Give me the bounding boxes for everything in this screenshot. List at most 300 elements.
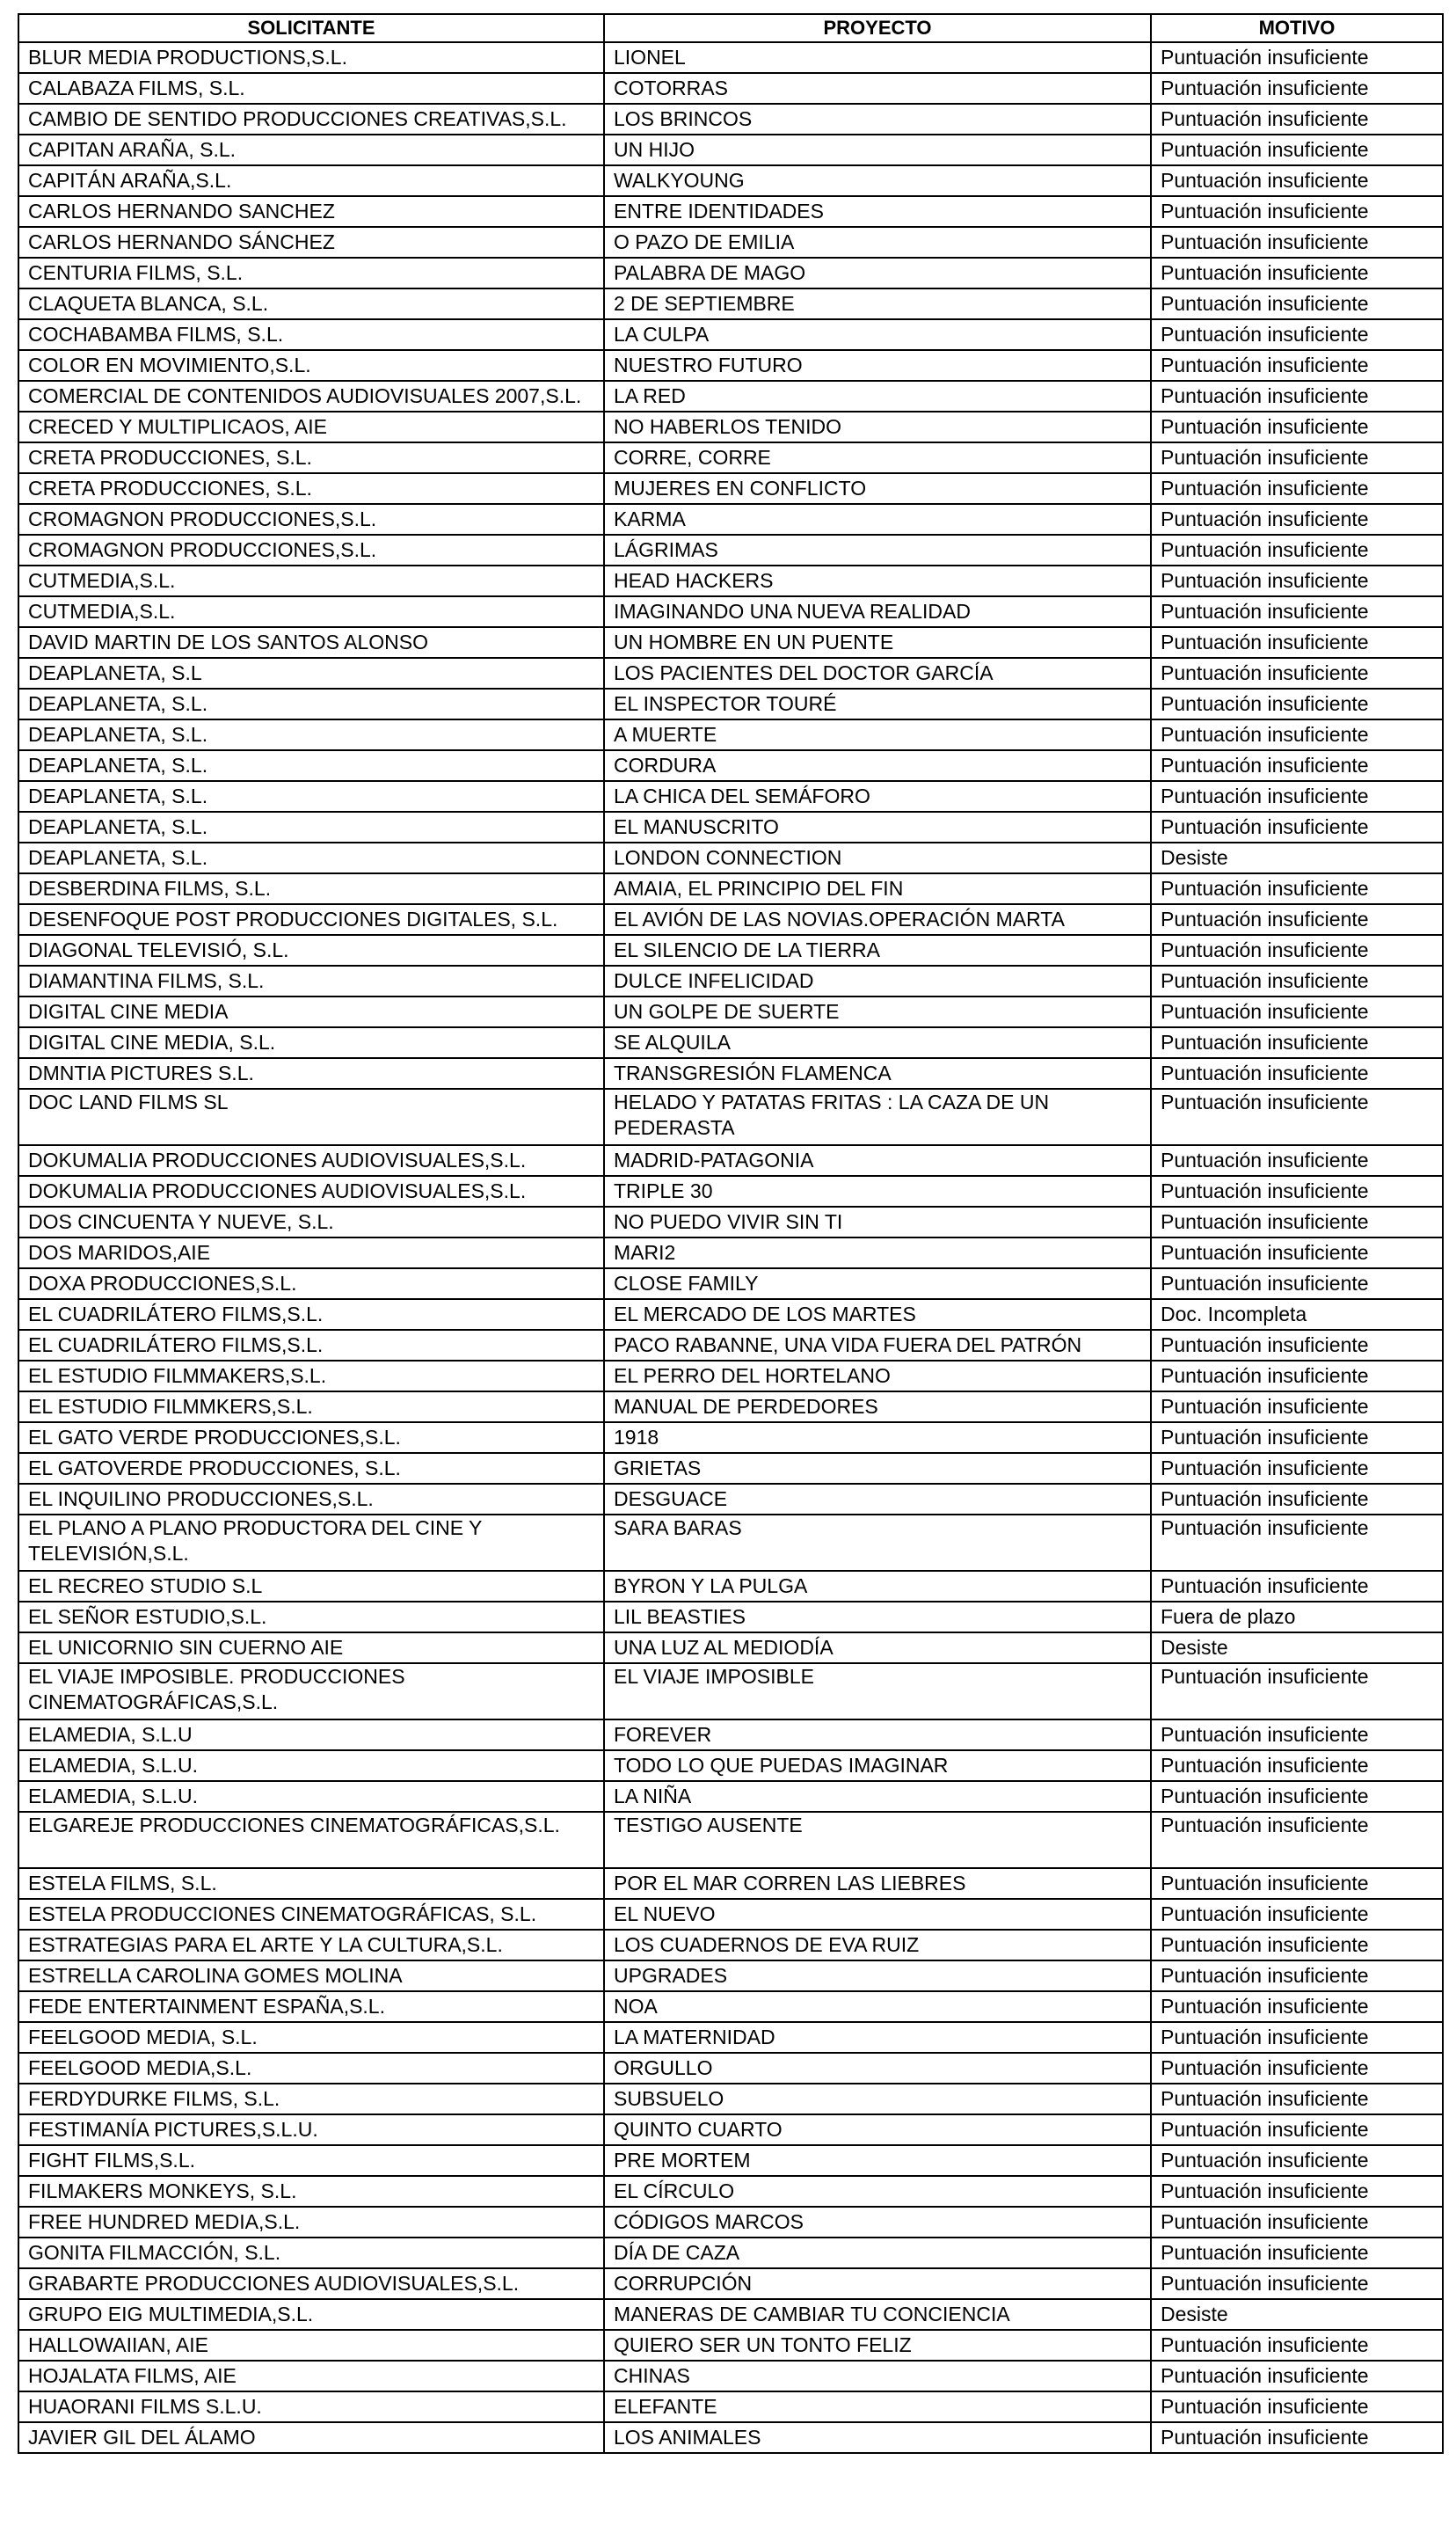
cell-solicitante: EL SEÑOR ESTUDIO,S.L. [18, 1602, 604, 1632]
cell-motivo: Puntuación insuficiente [1151, 504, 1443, 535]
cell-solicitante: FEELGOOD MEDIA, S.L. [18, 2022, 604, 2053]
cell-solicitante: ELAMEDIA, S.L.U. [18, 1781, 604, 1812]
cell-proyecto: CLOSE FAMILY [604, 1268, 1151, 1299]
cell-solicitante: GRUPO EIG MULTIMEDIA,S.L. [18, 2299, 604, 2330]
cell-proyecto: UN HOMBRE EN UN PUENTE [604, 627, 1151, 658]
cell-motivo: Puntuación insuficiente [1151, 2022, 1443, 2053]
cell-proyecto: LOS BRINCOS [604, 104, 1151, 135]
cell-solicitante: ESTRELLA CAROLINA GOMES MOLINA [18, 1960, 604, 1991]
table-row [18, 135, 1443, 165]
cell-solicitante: DEAPLANETA, S.L. [18, 812, 604, 843]
cell-motivo: Puntuación insuficiente [1151, 2207, 1443, 2238]
cell-proyecto: DÍA DE CAZA [604, 2238, 1151, 2268]
table-body [18, 42, 1443, 2453]
cell-solicitante: CROMAGNON PRODUCCIONES,S.L. [18, 535, 604, 566]
cell-motivo: Puntuación insuficiente [1151, 2114, 1443, 2145]
cell-proyecto: SE ALQUILA [604, 1027, 1151, 1058]
cell-proyecto: IMAGINANDO UNA NUEVA REALIDAD [604, 596, 1151, 627]
cell-solicitante: ESTRATEGIAS PARA EL ARTE Y LA CULTURA,S.L. [18, 1930, 604, 1960]
cell-solicitante: DOS CINCUENTA Y NUEVE, S.L. [18, 1207, 604, 1237]
cell-motivo: Puntuación insuficiente [1151, 2084, 1443, 2114]
cell-solicitante: EL ESTUDIO FILMMKERS,S.L. [18, 1391, 604, 1422]
cell-proyecto: EL NUEVO [604, 1899, 1151, 1930]
cell-proyecto: LA NIÑA [604, 1781, 1151, 1812]
cell-solicitante: DOC LAND FILMS SL [18, 1089, 604, 1145]
cell-solicitante: EL PLANO A PLANO PRODUCTORA DEL CINE Y TELEVISIÓN,S.L. [18, 1515, 604, 1571]
cell-motivo: Puntuación insuficiente [1151, 1027, 1443, 1058]
cell-solicitante: JAVIER GIL DEL ÁLAMO [18, 2422, 604, 2453]
cell-proyecto: DULCE INFELICIDAD [604, 966, 1151, 997]
cell-motivo: Puntuación insuficiente [1151, 1930, 1443, 1960]
cell-solicitante: HALLOWAIIAN, AIE [18, 2330, 604, 2361]
cell-motivo: Puntuación insuficiente [1151, 1422, 1443, 1453]
cell-proyecto: DESGUACE [604, 1484, 1151, 1515]
cell-motivo: Puntuación insuficiente [1151, 566, 1443, 596]
cell-solicitante: CENTURIA FILMS, S.L. [18, 258, 604, 288]
table-row [18, 535, 1443, 566]
table-row [18, 966, 1443, 997]
cell-motivo: Puntuación insuficiente [1151, 966, 1443, 997]
cell-motivo: Puntuación insuficiente [1151, 2176, 1443, 2207]
table-row [18, 1027, 1443, 1058]
cell-motivo: Puntuación insuficiente [1151, 1812, 1443, 1868]
cell-proyecto: UNA LUZ AL MEDIODÍA [604, 1632, 1151, 1663]
cell-motivo: Desiste [1151, 843, 1443, 873]
table-row [18, 1453, 1443, 1484]
table-row [18, 2422, 1443, 2453]
cell-solicitante: COCHABAMBA FILMS, S.L. [18, 319, 604, 350]
table-row [18, 2238, 1443, 2268]
cell-solicitante: CRECED Y MULTIPLICAOS, AIE [18, 412, 604, 442]
cell-solicitante: COLOR EN MOVIMIENTO,S.L. [18, 350, 604, 381]
table-row [18, 1602, 1443, 1632]
cell-solicitante: DAVID MARTIN DE LOS SANTOS ALONSO [18, 627, 604, 658]
cell-proyecto: SUBSUELO [604, 2084, 1151, 2114]
table-row [18, 1089, 1443, 1145]
table-row [18, 719, 1443, 750]
cell-proyecto: EL VIAJE IMPOSIBLE [604, 1663, 1151, 1719]
cell-proyecto: NOA [604, 1991, 1151, 2022]
cell-proyecto: EL PERRO DEL HORTELANO [604, 1361, 1151, 1391]
cell-proyecto: LOS ANIMALES [604, 2422, 1151, 2453]
cell-motivo: Puntuación insuficiente [1151, 165, 1443, 196]
cell-solicitante: DEAPLANETA, S.L. [18, 781, 604, 812]
cell-motivo: Desiste [1151, 1632, 1443, 1663]
cell-proyecto: MANUAL DE PERDEDORES [604, 1391, 1151, 1422]
cell-solicitante: CROMAGNON PRODUCCIONES,S.L. [18, 504, 604, 535]
table-row [18, 2114, 1443, 2145]
cell-motivo: Puntuación insuficiente [1151, 689, 1443, 719]
cell-motivo: Puntuación insuficiente [1151, 73, 1443, 104]
cell-solicitante: DEAPLANETA, S.L [18, 658, 604, 689]
cell-proyecto: LOS PACIENTES DEL DOCTOR GARCÍA [604, 658, 1151, 689]
cell-solicitante: EL CUADRILÁTERO FILMS,S.L. [18, 1299, 604, 1330]
cell-motivo: Puntuación insuficiente [1151, 1391, 1443, 1422]
cell-solicitante: DEAPLANETA, S.L. [18, 750, 604, 781]
cell-proyecto: QUIERO SER UN TONTO FELIZ [604, 2330, 1151, 2361]
cell-solicitante: DOKUMALIA PRODUCCIONES AUDIOVISUALES,S.L. [18, 1176, 604, 1207]
cell-motivo: Puntuación insuficiente [1151, 2268, 1443, 2299]
cell-proyecto: ELEFANTE [604, 2391, 1151, 2422]
cell-solicitante: HOJALATA FILMS, AIE [18, 2361, 604, 2391]
cell-motivo: Puntuación insuficiente [1151, 258, 1443, 288]
cell-motivo: Desiste [1151, 2299, 1443, 2330]
cell-solicitante: HUAORANI FILMS S.L.U. [18, 2391, 604, 2422]
cell-motivo: Puntuación insuficiente [1151, 1719, 1443, 1750]
cell-motivo: Puntuación insuficiente [1151, 812, 1443, 843]
cell-proyecto: EL SILENCIO DE LA TIERRA [604, 935, 1151, 966]
table-row [18, 2022, 1443, 2053]
cell-solicitante: ESTELA FILMS, S.L. [18, 1868, 604, 1899]
cell-motivo: Puntuación insuficiente [1151, 2145, 1443, 2176]
cell-solicitante: DOXA PRODUCCIONES,S.L. [18, 1268, 604, 1299]
table-row [18, 812, 1443, 843]
table-row [18, 873, 1443, 904]
cell-solicitante: CARLOS HERNANDO SÁNCHEZ [18, 227, 604, 258]
table-row [18, 1391, 1443, 1422]
cell-solicitante: FERDYDURKE FILMS, S.L. [18, 2084, 604, 2114]
cell-solicitante: EL ESTUDIO FILMMAKERS,S.L. [18, 1361, 604, 1391]
cell-proyecto: PACO RABANNE, UNA VIDA FUERA DEL PATRÓN [604, 1330, 1151, 1361]
cell-solicitante: DIAGONAL TELEVISIÓ, S.L. [18, 935, 604, 966]
cell-motivo: Puntuación insuficiente [1151, 2238, 1443, 2268]
table-row [18, 2176, 1443, 2207]
cell-proyecto: SARA BARAS [604, 1515, 1151, 1571]
cell-motivo: Fuera de plazo [1151, 1602, 1443, 1632]
table-row [18, 1268, 1443, 1299]
cell-motivo: Puntuación insuficiente [1151, 935, 1443, 966]
table-row [18, 689, 1443, 719]
cell-motivo: Puntuación insuficiente [1151, 227, 1443, 258]
cell-motivo: Puntuación insuficiente [1151, 1781, 1443, 1812]
cell-motivo: Puntuación insuficiente [1151, 2330, 1443, 2361]
cell-motivo: Puntuación insuficiente [1151, 473, 1443, 504]
cell-motivo: Puntuación insuficiente [1151, 2053, 1443, 2084]
cell-motivo: Puntuación insuficiente [1151, 1058, 1443, 1089]
cell-proyecto: MANERAS DE CAMBIAR TU CONCIENCIA [604, 2299, 1151, 2330]
cell-motivo: Puntuación insuficiente [1151, 1089, 1443, 1145]
cell-motivo: Puntuación insuficiente [1151, 42, 1443, 73]
table-row [18, 843, 1443, 873]
table-row [18, 1176, 1443, 1207]
cell-solicitante: DOS MARIDOS,AIE [18, 1237, 604, 1268]
table-row [18, 412, 1443, 442]
cell-proyecto: LIL BEASTIES [604, 1602, 1151, 1632]
cell-proyecto: CÓDIGOS MARCOS [604, 2207, 1151, 2238]
cell-motivo: Puntuación insuficiente [1151, 1991, 1443, 2022]
cell-motivo: Puntuación insuficiente [1151, 1960, 1443, 1991]
table-row [18, 165, 1443, 196]
cell-motivo: Puntuación insuficiente [1151, 412, 1443, 442]
cell-proyecto: LA CULPA [604, 319, 1151, 350]
cell-solicitante: CRETA PRODUCCIONES, S.L. [18, 473, 604, 504]
cell-solicitante: DESENFOQUE POST PRODUCCIONES DIGITALES, S.L. [18, 904, 604, 935]
cell-motivo: Puntuación insuficiente [1151, 2422, 1443, 2453]
cell-proyecto: LÁGRIMAS [604, 535, 1151, 566]
table-row [18, 1930, 1443, 1960]
table-row [18, 1719, 1443, 1750]
cell-solicitante: GONITA FILMACCIÓN, S.L. [18, 2238, 604, 2268]
cell-motivo: Puntuación insuficiente [1151, 2361, 1443, 2391]
cell-proyecto: TRIPLE 30 [604, 1176, 1151, 1207]
cell-motivo: Puntuación insuficiente [1151, 135, 1443, 165]
cell-solicitante: DEAPLANETA, S.L. [18, 689, 604, 719]
cell-solicitante: CRETA PRODUCCIONES, S.L. [18, 442, 604, 473]
cell-proyecto: LA CHICA DEL SEMÁFORO [604, 781, 1151, 812]
cell-proyecto: CORRE, CORRE [604, 442, 1151, 473]
cell-solicitante: DIGITAL CINE MEDIA [18, 997, 604, 1027]
cell-motivo: Puntuación insuficiente [1151, 2391, 1443, 2422]
table-row [18, 2330, 1443, 2361]
table-row [18, 2299, 1443, 2330]
cell-proyecto: NUESTRO FUTURO [604, 350, 1151, 381]
cell-solicitante: ELAMEDIA, S.L.U. [18, 1750, 604, 1781]
cell-solicitante: CAMBIO DE SENTIDO PRODUCCIONES CREATIVAS,S.L. [18, 104, 604, 135]
cell-proyecto: EL MERCADO DE LOS MARTES [604, 1299, 1151, 1330]
rejections-table [18, 13, 1444, 2454]
table-row [18, 104, 1443, 135]
cell-motivo: Puntuación insuficiente [1151, 750, 1443, 781]
cell-proyecto: EL AVIÓN DE LAS NOVIAS.OPERACIÓN MARTA [604, 904, 1151, 935]
cell-solicitante: DIGITAL CINE MEDIA, S.L. [18, 1027, 604, 1058]
table-row [18, 381, 1443, 412]
table-row [18, 319, 1443, 350]
cell-solicitante: CALABAZA FILMS, S.L. [18, 73, 604, 104]
table-row [18, 1145, 1443, 1176]
cell-proyecto: LIONEL [604, 42, 1151, 73]
cell-motivo: Puntuación insuficiente [1151, 1361, 1443, 1391]
table-row [18, 42, 1443, 73]
table-row [18, 504, 1443, 535]
cell-proyecto: COTORRAS [604, 73, 1151, 104]
cell-proyecto: PRE MORTEM [604, 2145, 1151, 2176]
cell-proyecto: TESTIGO AUSENTE [604, 1812, 1151, 1868]
cell-motivo: Puntuación insuficiente [1151, 1330, 1443, 1361]
cell-motivo: Puntuación insuficiente [1151, 596, 1443, 627]
cell-proyecto: LA RED [604, 381, 1151, 412]
cell-proyecto: 1918 [604, 1422, 1151, 1453]
cell-motivo: Puntuación insuficiente [1151, 1176, 1443, 1207]
table-row [18, 1991, 1443, 2022]
table-row [18, 1868, 1443, 1899]
header-row [18, 14, 1443, 42]
cell-solicitante: EL GATOVERDE PRODUCCIONES, S.L. [18, 1453, 604, 1484]
cell-motivo: Puntuación insuficiente [1151, 1899, 1443, 1930]
table-row [18, 350, 1443, 381]
cell-solicitante: FESTIMANÍA PICTURES,S.L.U. [18, 2114, 604, 2145]
cell-solicitante: FILMAKERS MONKEYS, S.L. [18, 2176, 604, 2207]
cell-motivo: Puntuación insuficiente [1151, 658, 1443, 689]
cell-proyecto: ORGULLO [604, 2053, 1151, 2084]
cell-motivo: Puntuación insuficiente [1151, 196, 1443, 227]
cell-proyecto: WALKYOUNG [604, 165, 1151, 196]
cell-solicitante: DEAPLANETA, S.L. [18, 719, 604, 750]
cell-solicitante: FEDE ENTERTAINMENT ESPAÑA,S.L. [18, 1991, 604, 2022]
cell-proyecto: AMAIA, EL PRINCIPIO DEL FIN [604, 873, 1151, 904]
cell-motivo: Puntuación insuficiente [1151, 535, 1443, 566]
cell-proyecto: LA MATERNIDAD [604, 2022, 1151, 2053]
cell-proyecto: ENTRE IDENTIDADES [604, 196, 1151, 227]
cell-motivo: Puntuación insuficiente [1151, 104, 1443, 135]
cell-motivo: Puntuación insuficiente [1151, 1237, 1443, 1268]
table-row [18, 73, 1443, 104]
cell-proyecto: POR EL MAR CORREN LAS LIEBRES [604, 1868, 1151, 1899]
cell-solicitante: FEELGOOD MEDIA,S.L. [18, 2053, 604, 2084]
cell-proyecto: HELADO Y PATATAS FRITAS : LA CAZA DE UN PEDERASTA [604, 1089, 1151, 1145]
cell-solicitante: DIAMANTINA FILMS, S.L. [18, 966, 604, 997]
cell-solicitante: DMNTIA PICTURES S.L. [18, 1058, 604, 1089]
cell-solicitante: ELAMEDIA, S.L.U [18, 1719, 604, 1750]
cell-proyecto: PALABRA DE MAGO [604, 258, 1151, 288]
cell-proyecto: CORRUPCIÓN [604, 2268, 1151, 2299]
table-row [18, 2084, 1443, 2114]
cell-motivo: Doc. Incompleta [1151, 1299, 1443, 1330]
table-row [18, 442, 1443, 473]
cell-motivo: Puntuación insuficiente [1151, 1515, 1443, 1571]
table-row [18, 288, 1443, 319]
cell-solicitante: COMERCIAL DE CONTENIDOS AUDIOVISUALES 2007,S.L. [18, 381, 604, 412]
cell-motivo: Puntuación insuficiente [1151, 1750, 1443, 1781]
table-row [18, 1237, 1443, 1268]
cell-solicitante: GRABARTE PRODUCCIONES AUDIOVISUALES,S.L. [18, 2268, 604, 2299]
cell-solicitante: CUTMEDIA,S.L. [18, 596, 604, 627]
table-row [18, 2268, 1443, 2299]
cell-motivo: Puntuación insuficiente [1151, 627, 1443, 658]
table-row [18, 1663, 1443, 1719]
table-row [18, 2391, 1443, 2422]
table-row [18, 997, 1443, 1027]
cell-motivo: Puntuación insuficiente [1151, 350, 1443, 381]
cell-proyecto: MUJERES EN CONFLICTO [604, 473, 1151, 504]
cell-motivo: Puntuación insuficiente [1151, 1453, 1443, 1484]
cell-solicitante: CUTMEDIA,S.L. [18, 566, 604, 596]
cell-solicitante: EL RECREO STUDIO S.L [18, 1571, 604, 1602]
table-row [18, 1632, 1443, 1663]
cell-solicitante: EL UNICORNIO SIN CUERNO AIE [18, 1632, 604, 1663]
cell-motivo: Puntuación insuficiente [1151, 1663, 1443, 1719]
cell-proyecto: QUINTO CUARTO [604, 2114, 1151, 2145]
table-row [18, 1960, 1443, 1991]
cell-motivo: Puntuación insuficiente [1151, 442, 1443, 473]
cell-solicitante: EL CUADRILÁTERO FILMS,S.L. [18, 1330, 604, 1361]
table-row [18, 2207, 1443, 2238]
table-row [18, 627, 1443, 658]
cell-proyecto: TODO LO QUE PUEDAS IMAGINAR [604, 1750, 1151, 1781]
cell-solicitante: BLUR MEDIA PRODUCTIONS,S.L. [18, 42, 604, 73]
cell-solicitante: FREE HUNDRED MEDIA,S.L. [18, 2207, 604, 2238]
cell-proyecto: NO HABERLOS TENIDO [604, 412, 1151, 442]
cell-proyecto: UN HIJO [604, 135, 1151, 165]
table-row [18, 1299, 1443, 1330]
table-row [18, 227, 1443, 258]
table-row [18, 258, 1443, 288]
table-row [18, 1571, 1443, 1602]
table-row [18, 658, 1443, 689]
cell-proyecto: FOREVER [604, 1719, 1151, 1750]
table-row [18, 1058, 1443, 1089]
cell-solicitante: ESTELA PRODUCCIONES CINEMATOGRÁFICAS, S.L. [18, 1899, 604, 1930]
cell-motivo: Puntuación insuficiente [1151, 1571, 1443, 1602]
cell-solicitante: CAPITÁN ARAÑA,S.L. [18, 165, 604, 196]
cell-motivo: Puntuación insuficiente [1151, 719, 1443, 750]
cell-proyecto: UN GOLPE DE SUERTE [604, 997, 1151, 1027]
table-row [18, 781, 1443, 812]
cell-solicitante: CARLOS HERNANDO SANCHEZ [18, 196, 604, 227]
table-row [18, 1484, 1443, 1515]
cell-solicitante: EL INQUILINO PRODUCCIONES,S.L. [18, 1484, 604, 1515]
table-row [18, 2053, 1443, 2084]
cell-solicitante: CLAQUETA BLANCA, S.L. [18, 288, 604, 319]
cell-proyecto: O PAZO DE EMILIA [604, 227, 1151, 258]
cell-motivo: Puntuación insuficiente [1151, 873, 1443, 904]
cell-solicitante: DEAPLANETA, S.L. [18, 843, 604, 873]
cell-solicitante: DESBERDINA FILMS, S.L. [18, 873, 604, 904]
cell-motivo: Puntuación insuficiente [1151, 1484, 1443, 1515]
header-proyecto: PROYECTO [604, 14, 1151, 42]
table-row [18, 1361, 1443, 1391]
cell-proyecto: HEAD HACKERS [604, 566, 1151, 596]
cell-solicitante: CAPITAN ARAÑA, S.L. [18, 135, 604, 165]
cell-proyecto: UPGRADES [604, 1960, 1151, 1991]
cell-proyecto: NO PUEDO VIVIR SIN TI [604, 1207, 1151, 1237]
cell-proyecto: EL INSPECTOR TOURÉ [604, 689, 1151, 719]
table-row [18, 196, 1443, 227]
table-row [18, 1207, 1443, 1237]
cell-motivo: Puntuación insuficiente [1151, 904, 1443, 935]
table-row [18, 1422, 1443, 1453]
table-row [18, 2145, 1443, 2176]
cell-proyecto: GRIETAS [604, 1453, 1151, 1484]
table-row [18, 904, 1443, 935]
cell-proyecto: CHINAS [604, 2361, 1151, 2391]
table-row [18, 1899, 1443, 1930]
cell-proyecto: BYRON Y LA PULGA [604, 1571, 1151, 1602]
cell-proyecto: LOS CUADERNOS DE EVA RUIZ [604, 1930, 1151, 1960]
cell-solicitante: EL VIAJE IMPOSIBLE. PRODUCCIONES CINEMATOGRÁFICAS,S.L. [18, 1663, 604, 1719]
cell-proyecto: EL CÍRCULO [604, 2176, 1151, 2207]
cell-proyecto: EL MANUSCRITO [604, 812, 1151, 843]
header-solicitante: SOLICITANTE [18, 14, 604, 42]
cell-solicitante: FIGHT FILMS,S.L. [18, 2145, 604, 2176]
table-row [18, 935, 1443, 966]
cell-motivo: Puntuación insuficiente [1151, 319, 1443, 350]
table-row [18, 1781, 1443, 1812]
cell-proyecto: MARI2 [604, 1237, 1151, 1268]
table-row [18, 1812, 1443, 1868]
table-row [18, 750, 1443, 781]
cell-solicitante: ELGAREJE PRODUCCIONES CINEMATOGRÁFICAS,S.L. [18, 1812, 604, 1868]
cell-solicitante: DOKUMALIA PRODUCCIONES AUDIOVISUALES,S.L. [18, 1145, 604, 1176]
table-row [18, 2361, 1443, 2391]
cell-motivo: Puntuación insuficiente [1151, 1868, 1443, 1899]
table-row [18, 1750, 1443, 1781]
cell-motivo: Puntuación insuficiente [1151, 781, 1443, 812]
cell-motivo: Puntuación insuficiente [1151, 1207, 1443, 1237]
cell-motivo: Puntuación insuficiente [1151, 288, 1443, 319]
cell-proyecto: TRANSGRESIÓN FLAMENCA [604, 1058, 1151, 1089]
cell-motivo: Puntuación insuficiente [1151, 1145, 1443, 1176]
table-row [18, 1330, 1443, 1361]
header-motivo: MOTIVO [1151, 14, 1443, 42]
cell-motivo: Puntuación insuficiente [1151, 997, 1443, 1027]
table-row [18, 473, 1443, 504]
cell-proyecto: CORDURA [604, 750, 1151, 781]
cell-motivo: Puntuación insuficiente [1151, 1268, 1443, 1299]
cell-proyecto: LONDON CONNECTION [604, 843, 1151, 873]
cell-proyecto: KARMA [604, 504, 1151, 535]
table-row [18, 1515, 1443, 1571]
table-row [18, 566, 1443, 596]
